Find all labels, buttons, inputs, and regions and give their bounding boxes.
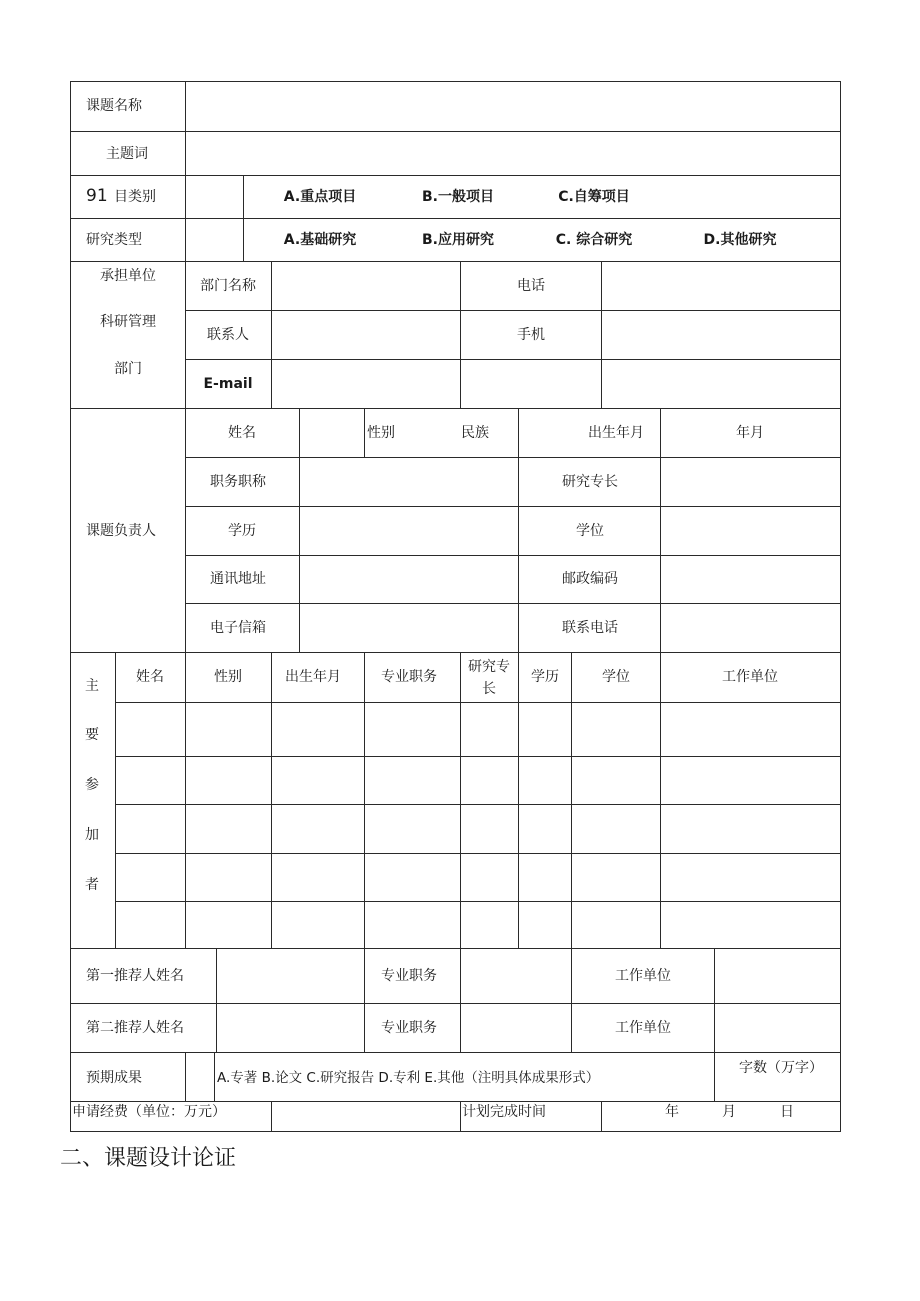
leader-postcode-field[interactable] — [661, 556, 840, 603]
leader-title-label: 职务职称 — [210, 474, 266, 490]
category-option-key[interactable]: A.重点项目 — [283, 189, 357, 205]
participants-header-gender: 性别 — [214, 669, 242, 685]
research-type-label: 研究类型 — [86, 232, 142, 248]
leader-birth-value[interactable]: 年月 — [736, 425, 764, 441]
plan-day-label: 日 — [780, 1104, 794, 1120]
topic-name-label: 课题名称 — [86, 98, 142, 114]
participants-header-birth: 出生年月 — [285, 669, 341, 685]
application-form-table — [70, 81, 841, 1132]
leader-address-field[interactable] — [300, 556, 518, 603]
unit-email-label: E-mail — [203, 376, 253, 392]
col-line — [601, 1101, 602, 1132]
unit-phone-label: 电话 — [517, 278, 545, 294]
col-line — [714, 1052, 715, 1101]
leader-degree-field[interactable] — [661, 507, 840, 555]
col-line — [460, 1101, 461, 1132]
funding-label: 申请经费（单位：万元） — [72, 1104, 226, 1120]
leader-birth-label: 出生年月 — [588, 425, 644, 441]
table-border-bottom — [70, 1131, 841, 1132]
recommender2-unit-label: 工作单位 — [615, 1020, 671, 1036]
recommender2-name-label: 第二推荐人姓名 — [86, 1020, 184, 1036]
plan-month-label: 月 — [722, 1104, 736, 1120]
mobile-field[interactable] — [602, 311, 840, 359]
participants-header-degree: 学位 — [602, 669, 630, 685]
unit-phone-field[interactable] — [602, 262, 840, 310]
leader-address-label: 通讯地址 — [210, 571, 266, 587]
col-line — [214, 1052, 215, 1101]
unit-label-line3: 部门 — [114, 361, 142, 377]
leader-postcode-label: 邮政编码 — [562, 571, 618, 587]
participants-header-name: 姓名 — [136, 669, 164, 685]
outcome-options[interactable]: A.专著 B.论文 C.研究报告 D.专利 E.其他（注明具体成果形式） — [217, 1070, 600, 1086]
category-option-general[interactable]: B.一般项目 — [422, 189, 494, 205]
research-type-comprehensive[interactable]: C. 综合研究 — [555, 232, 633, 248]
table-border-left — [70, 81, 71, 1132]
keywords-label: 主题词 — [106, 146, 148, 162]
recommender1-title-label: 专业职务 — [381, 968, 437, 984]
unit-label-line2: 科研管理 — [100, 314, 156, 330]
recommender2-unit-field[interactable] — [715, 1004, 840, 1052]
unit-label-line1: 承担单位 — [100, 268, 156, 284]
dept-name-label: 部门名称 — [200, 278, 256, 294]
recommender1-unit-label: 工作单位 — [615, 968, 671, 984]
topic-name-field[interactable] — [186, 82, 840, 131]
leader-phone-label: 联系电话 — [562, 620, 618, 636]
col-line — [460, 261, 461, 408]
category-option-self-funded[interactable]: C.自筹项目 — [558, 189, 630, 205]
participants-label-char: 参 — [85, 777, 99, 793]
participants-header-specialty-line1: 研究专 — [468, 659, 510, 675]
plan-year-label: 年 — [665, 1104, 679, 1120]
leader-specialty-label: 研究专长 — [562, 474, 618, 490]
participants-header-unit: 工作单位 — [722, 669, 778, 685]
participant-row[interactable] — [116, 757, 840, 804]
recommender1-name-field[interactable] — [217, 949, 364, 1003]
outcome-label: 预期成果 — [86, 1070, 142, 1086]
recommender2-name-field[interactable] — [217, 1004, 364, 1052]
leader-name-field[interactable] — [300, 409, 364, 457]
participants-label-char: 者 — [85, 877, 99, 893]
leader-title-field[interactable] — [300, 458, 518, 506]
leader-education-label: 学历 — [228, 523, 256, 539]
participant-row[interactable] — [116, 703, 840, 756]
recommender1-name-label: 第一推荐人姓名 — [86, 968, 184, 984]
leader-specialty-field[interactable] — [661, 458, 840, 506]
keywords-field[interactable] — [186, 132, 840, 175]
funding-field[interactable] — [272, 1102, 460, 1131]
recommender1-title-field[interactable] — [461, 949, 571, 1003]
leader-ethnicity-label: 民族 — [461, 425, 489, 441]
participants-label-char: 要 — [85, 727, 99, 743]
participants-header-specialty-line2: 长 — [482, 681, 496, 697]
participant-row[interactable] — [116, 902, 840, 948]
category-label-number: 91 — [86, 186, 108, 206]
leader-phone-field[interactable] — [661, 604, 840, 652]
section-heading: 二、课题设计论证 — [60, 1146, 237, 1171]
participants-label-char: 主 — [85, 678, 99, 694]
research-type-basic[interactable]: A.基础研究 — [283, 232, 357, 248]
participants-header-education: 学历 — [531, 669, 559, 685]
recommender1-unit-field[interactable] — [715, 949, 840, 1003]
leader-email-field[interactable] — [300, 604, 518, 652]
mobile-label: 手机 — [517, 327, 545, 343]
participants-header-title: 专业职务 — [381, 669, 437, 685]
contact-field[interactable] — [272, 311, 460, 359]
leader-email-label: 电子信箱 — [210, 620, 266, 636]
participant-row[interactable] — [116, 805, 840, 853]
recommender2-title-field[interactable] — [461, 1004, 571, 1052]
col-line — [185, 1052, 186, 1101]
col-line — [518, 408, 519, 652]
table-border-right — [840, 81, 841, 1132]
leader-name-label: 姓名 — [228, 425, 256, 441]
research-type-applied[interactable]: B.应用研究 — [422, 232, 494, 248]
category-label: 目类别 — [114, 189, 156, 205]
col-line — [243, 175, 244, 261]
leader-label: 课题负责人 — [86, 523, 156, 539]
col-line — [364, 408, 365, 457]
leader-degree-label: 学位 — [576, 523, 604, 539]
leader-gender-label: 性别 — [367, 425, 395, 441]
participant-row[interactable] — [116, 854, 840, 901]
leader-education-field[interactable] — [300, 507, 518, 555]
col-line — [364, 948, 365, 1052]
plan-completion-label: 计划完成时间 — [462, 1104, 546, 1120]
word-count-label: 字数（万字） — [739, 1060, 823, 1076]
research-type-other[interactable]: D.其他研究 — [703, 232, 777, 248]
unit-email-field[interactable] — [272, 360, 460, 408]
recommender2-title-label: 专业职务 — [381, 1020, 437, 1036]
col-line — [571, 948, 572, 1052]
participants-label-char: 加 — [85, 827, 99, 843]
contact-label: 联系人 — [207, 327, 249, 343]
dept-name-field[interactable] — [272, 262, 460, 310]
